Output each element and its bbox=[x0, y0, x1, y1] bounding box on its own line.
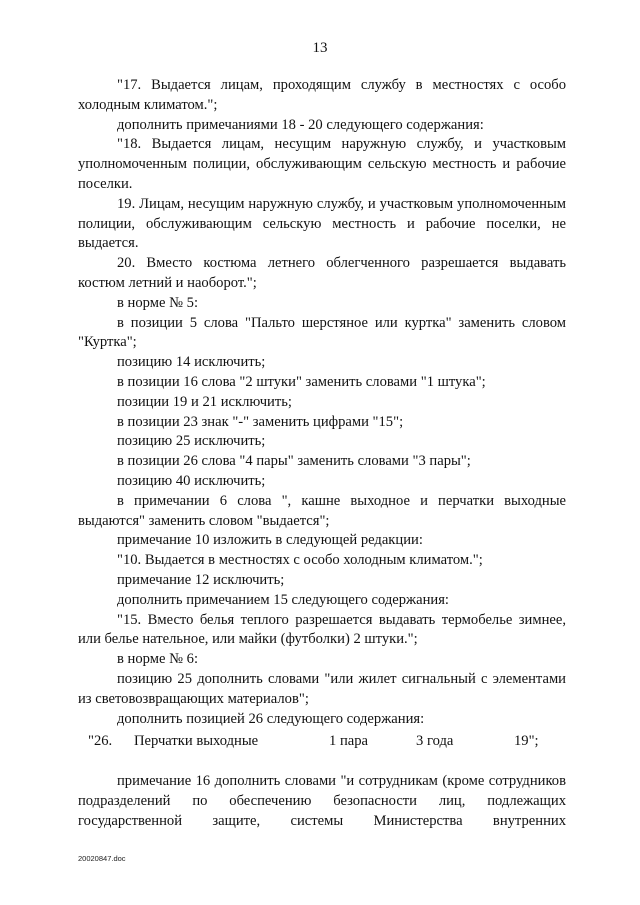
paragraph: 20. Вместо костюма летнего облегченного разрешается выдавать костюм летний и наоборот."; bbox=[78, 255, 566, 291]
paragraph: позицию 14 исключить; bbox=[117, 354, 266, 371]
paragraph: позиции 19 и 21 исключить; bbox=[117, 393, 292, 410]
paragraph: в норме № 6: bbox=[117, 651, 199, 668]
paragraph: дополнить примечанием 15 следующего содержания: bbox=[117, 591, 449, 608]
paragraph: дополнить позицией 26 следующего содержания: bbox=[117, 710, 425, 727]
paragraph: в позиции 5 слова "Пальто шерстяное или куртка" заменить словом "Куртка"; bbox=[78, 314, 566, 351]
row-number: "26. bbox=[88, 733, 113, 749]
document-body bbox=[78, 76, 566, 729]
norm-table-row bbox=[78, 733, 566, 753]
row-term: 3 года bbox=[416, 733, 454, 749]
paragraph: "17. Выдается лицам, проходящим службу в местностях с особо холодным климатом."; bbox=[78, 77, 566, 113]
row-note-ref: 19"; bbox=[514, 733, 539, 749]
paragraph: позицию 40 исключить; bbox=[117, 472, 266, 489]
paragraph: в позиции 23 знак "-" заменить цифрами "15"; bbox=[117, 413, 404, 430]
paragraph: 19. Лицам, несущим наружную службу, и участковым уполномоченным полиции, обслуживающим сельскую местность и рабочие поселки, не выдается. bbox=[78, 195, 566, 252]
paragraph: "10. Выдается в местностях с особо холодным климатом."; bbox=[117, 552, 483, 569]
paragraph: "15. Вместо белья теплого разрешается выдавать термобелье зимнее, или белье нательное, или майки (футболки) 2 штуки."; bbox=[78, 611, 566, 648]
paragraph: в позиции 26 слова "4 пары" заменить словами "3 пары"; bbox=[117, 453, 471, 470]
footer-filename: 20020847.doc bbox=[78, 854, 126, 863]
paragraph: в примечании 6 слова ", кашне выходное и перчатки выходные выдаются" заменить словом "выдается"; bbox=[78, 492, 566, 529]
page-number: 13 bbox=[312, 40, 328, 56]
row-quantity: 1 пара bbox=[329, 733, 369, 749]
paragraph: примечание 10 изложить в следующей редакции: bbox=[117, 532, 423, 549]
paragraph: в позиции 16 слова "2 штуки" заменить словами "1 штука"; bbox=[117, 373, 486, 390]
row-item-name: Перчатки выходные bbox=[134, 733, 259, 749]
paragraph: позицию 25 исключить; bbox=[117, 433, 266, 450]
paragraph: "18. Выдается лицам, несущим наружную службу, и участковым уполномоченным полиции, обслуживающим сельскую местность и рабочие поселки. bbox=[78, 136, 566, 192]
paragraph: позицию 25 дополнить словами "или жилет сигнальный с элементами из световозвращающих материалов"; bbox=[78, 670, 566, 707]
paragraph: дополнить примечаниями 18 - 20 следующего содержания: bbox=[117, 116, 484, 133]
paragraph: примечание 12 исключить; bbox=[117, 571, 285, 588]
document-body-continued bbox=[78, 772, 566, 831]
paragraph: в норме № 5: bbox=[117, 294, 199, 311]
paragraph: примечание 16 дополнить словами "и сотрудникам (кроме сотрудников подразделений по обеспечению безопасности лиц, подлежащих государственной защите, системы Министерства внутренних bbox=[78, 773, 566, 829]
